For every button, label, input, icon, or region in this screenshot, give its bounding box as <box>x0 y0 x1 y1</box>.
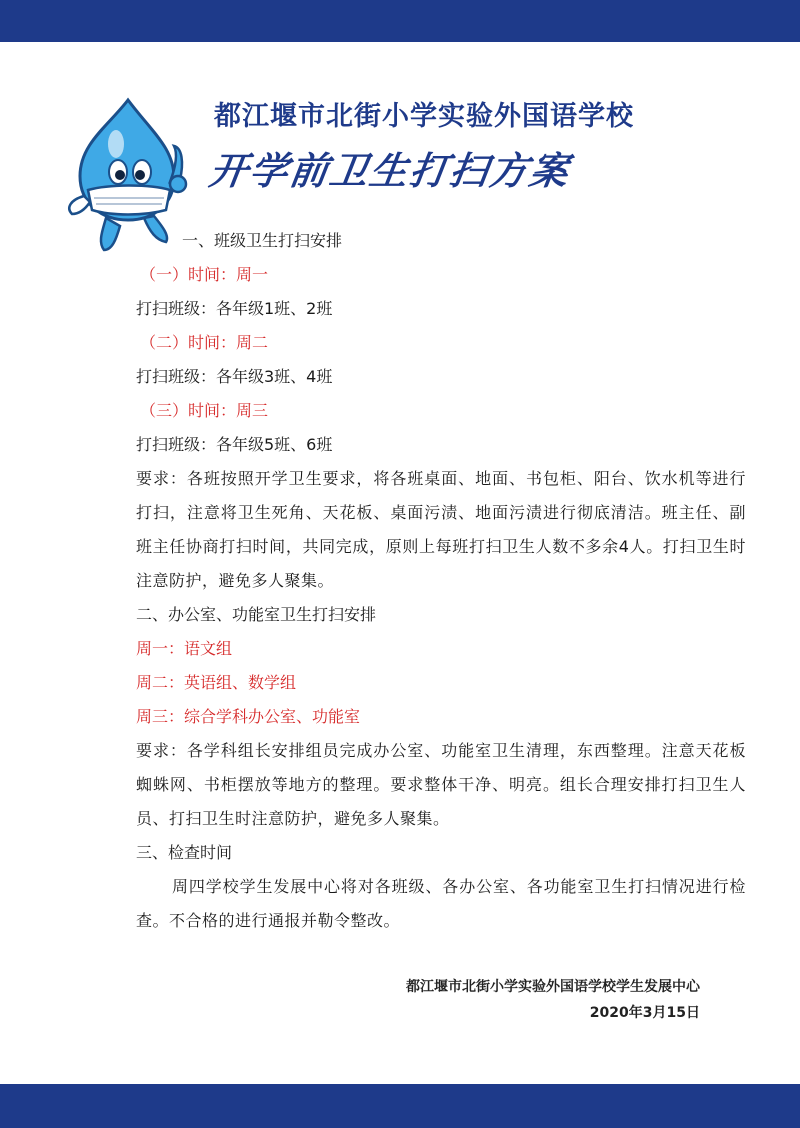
issue-date: 2020年3月15日 <box>589 1005 700 1021</box>
office-item-monday: 周一：语文组 <box>136 639 233 658</box>
slot-2-classes: 打扫班级：各年级3班、4班 <box>136 367 333 386</box>
slot-3-classes: 打扫班级：各年级5班、6班 <box>136 435 333 454</box>
slot-1-time: （一）时间：周一 <box>140 265 269 284</box>
office-item-wednesday: 周三：综合学科办公室、功能室 <box>136 707 361 726</box>
document-body <box>136 224 746 938</box>
section-1-heading: 一、班级卫生打扫安排 <box>182 231 343 250</box>
section-1-requirement: 要求：各班按照开学卫生要求，将各班桌面、地面、书包柜、阳台、饮水机等进行打扫，注意将卫生死角、天花板、桌面污渍、地面污渍进行彻底清洁。班主任、副班主任协商打扫时间，共同完成，原则上每班打扫卫生人数不多余4人。打扫卫生时注意防护，避免多人聚集。 <box>136 469 746 590</box>
slot-1-classes: 打扫班级：各年级1班、2班 <box>136 299 333 318</box>
section-2-requirement: 要求：各学科组长安排组员完成办公室、功能室卫生清理，东西整理。注意天花板蜘蛛网、书柜摆放等地方的整理。要求整体干净、明亮。组长合理安排打扫卫生人员、打扫卫生时注意防护，避免多人聚集。 <box>136 741 746 828</box>
top-banner <box>0 0 800 42</box>
issuing-organization: 都江堰市北街小学实验外国语学校学生发展中心 <box>406 979 700 995</box>
plan-title: 开学前卫生打扫方案 <box>206 149 573 193</box>
slot-3-time: （三）时间：周三 <box>140 401 269 420</box>
section-3-heading: 三、检查时间 <box>136 843 233 862</box>
section-3-text: 周四学校学生发展中心将对各班级、各办公室、各功能室卫生打扫情况进行检查。不合格的进行通报并勒令整改。 <box>136 877 746 930</box>
bottom-banner <box>0 1084 800 1128</box>
school-name-title: 都江堰市北街小学实验外国语学校 <box>214 101 634 132</box>
office-item-tuesday: 周二：英语组、数学组 <box>136 673 297 692</box>
slot-2-time: （二）时间：周二 <box>140 333 269 352</box>
section-2-heading: 二、办公室、功能室卫生打扫安排 <box>136 605 377 624</box>
